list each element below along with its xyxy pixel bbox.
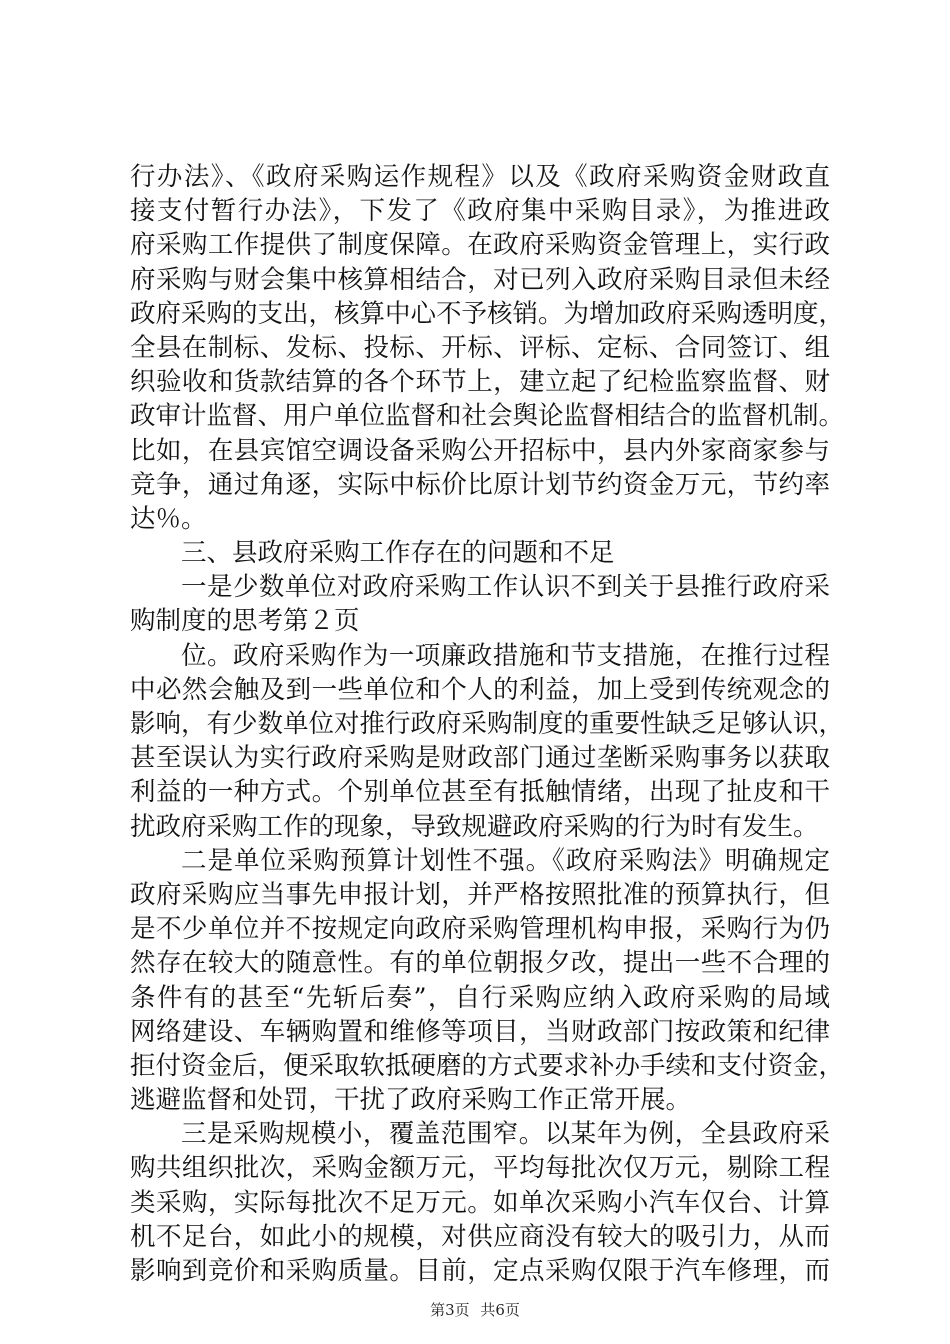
text-line: 中必然会触及到一些单位和个人的利益，加上受到传统观念的 (130, 674, 830, 705)
text-line: 类采购，实际每批次不足万元。如单次采购小汽车仅台、计算 (130, 1187, 830, 1218)
text-line: 是不少单位并不按规定向政府采购管理机构申报，采购行为仍 (130, 914, 830, 945)
text-line: 二是单位采购预算计划性不强。《政府采购法》明确规定 (181, 845, 830, 876)
text-line: 购共组织批次，采购金额万元，平均每批次仅万元，剔除工程 (130, 1153, 830, 1184)
text-line: 条件有的甚至“先斩后奏”，自行采购应纳入政府采购的局域 (130, 982, 830, 1013)
page-total: 共6页 (480, 1301, 520, 1319)
page-number: 第3页 (430, 1301, 470, 1319)
text-line: 一是少数单位对政府采购工作认识不到关于县推行政府采 (181, 572, 830, 603)
text-line: 府采购与财会集中核算相结合，对已列入政府采购目录但未经 (130, 264, 830, 295)
text-line: 扰政府采购工作的现象，导致规避政府采购的行为时有发生。 (130, 811, 819, 842)
text-line: 机不足台，如此小的规模，对供应商没有较大的吸引力，从而 (130, 1221, 830, 1252)
text-line: 达％。 (130, 503, 207, 534)
text-line: 位。政府采购作为一项廉政措施和节支措施，在推行过程 (181, 640, 830, 671)
text-line: 甚至误认为实行政府采购是财政部门通过垄断采购事务以获取 (130, 743, 830, 774)
text-line: 接支付暂行办法》，下发了《政府集中采购目录》，为推进政 (130, 196, 830, 227)
page-footer (0, 1300, 950, 1320)
text-line: 网络建设、车辆购置和维修等项目，当财政部门按政策和纪律 (130, 1016, 830, 1047)
text-line: 利益的一种方式。个别单位甚至有抵触情绪，出现了扯皮和干 (130, 777, 830, 808)
text-line: 逃避监督和处罚，干扰了政府采购工作正常开展。 (130, 1085, 692, 1116)
text-line: 政府采购应当事先申报计划，并严格按照批准的预算执行，但 (130, 879, 830, 910)
text-line: 比如，在县宾馆空调设备采购公开招标中，县内外家商家参与 (130, 435, 830, 466)
text-line: 府采购工作提供了制度保障。在政府采购资金管理上，实行政 (130, 230, 830, 261)
text-line: 竞争，通过角逐，实际中标价比原计划节约资金万元，节约率 (130, 469, 830, 500)
text-line: 政审计监督、用户单位监督和社会舆论监督相结合的监督机制。 (130, 401, 845, 432)
text-line: 拒付资金后，便采取软抵硬磨的方式要求补办手续和支付资金， (130, 1050, 845, 1081)
text-line: 织验收和货款结算的各个环节上，建立起了纪检监察监督、财 (130, 367, 830, 398)
text-line: 三是采购规模小，覆盖范围窄。以某年为例，全县政府采 (181, 1119, 830, 1150)
text-line: 然存在较大的随意性。有的单位朝报夕改，提出一些不合理的 (130, 948, 830, 979)
document-body (130, 160, 845, 1288)
text-line: 三、县政府采购工作存在的问题和不足 (181, 538, 615, 569)
text-line: 全县在制标、发标、投标、开标、评标、定标、合同签订、组 (130, 332, 830, 363)
text-line: 购制度的思考第２页 (130, 606, 360, 637)
text-line: 政府采购的支出，核算中心不予核销。为增加政府采购透明度， (130, 298, 845, 329)
text-line: 行办法》、《政府采购运作规程》以及《政府采购资金财政直 (130, 162, 830, 192)
text-line: 影响，有少数单位对推行政府采购制度的重要性缺乏足够认识， (130, 709, 845, 739)
text-line: 影响到竞价和采购质量。目前，定点采购仅限于汽车修理，而 (130, 1256, 830, 1286)
